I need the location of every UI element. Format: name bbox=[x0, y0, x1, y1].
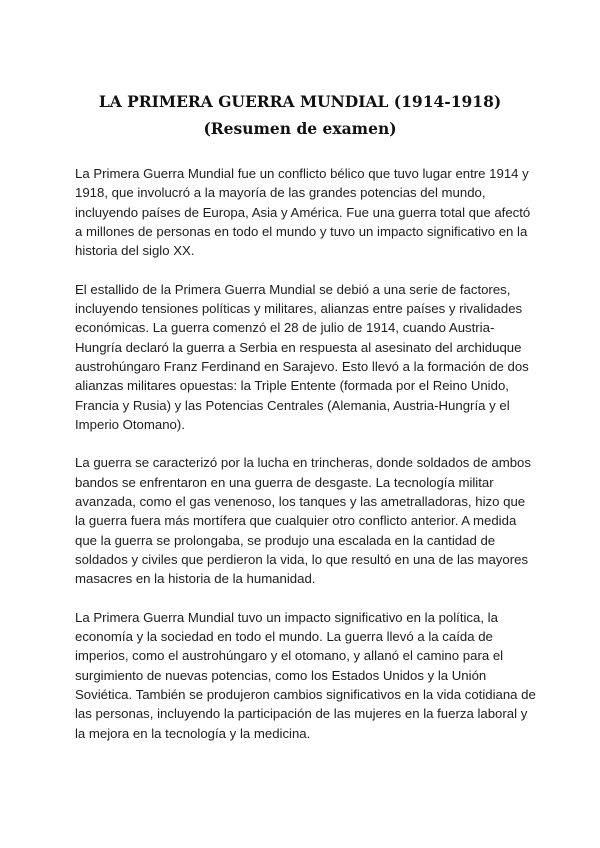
document-title: LA PRIMERA GUERRA MUNDIAL (1914-1918) bbox=[98, 92, 502, 111]
paragraph-causes: El estallido de la Primera Guerra Mundial se debió a una serie de factores, incluyendo tensiones políticas y militares, alianzas entre países y rivalidades económicas. La guerra comenzó el 28 de julio de 1914, cuando Austria-Hungría declaró la guerra a Serbia en respuesta al asesinato del archiduque austrohúngaro Franz Ferdinand en Sarajevo. Esto llevó a la formación de dos alianzas militares opuestas: la Triple Entente (formada por el Reino Unido, Francia y Rusia) y las Potencias Centrales (Alemania, Austria-Hungría y el Imperio Otomano). bbox=[75, 281, 529, 432]
paragraph-impact: La Primera Guerra Mundial tuvo un impacto significativo en la política, la economía y la sociedad en todo el mundo. La guerra llevó a la caída de imperios, como el austrohúngaro y el otomano, y allanó el camino para el surgimiento de nuevas potencias, como los Estados Unidos y la Unión Soviética. También se produjeron cambios significativos en la vida cotidiana de las personas, incluyendo la participación de las mujeres en la fuerza laboral y la mejora en la tecnología y la medicina. bbox=[75, 609, 536, 741]
document-subtitle: (Resumen de examen) bbox=[203, 119, 397, 138]
document-body bbox=[75, 164, 537, 762]
paragraph-intro: La Primera Guerra Mundial fue un conflicto bélico que tuvo lugar entre 1914 y 1918, que involucró a la mayoría de las grandes potencias del mundo, incluyendo países de Europa, Asia y América. Fue una guerra total que afectó a millones de personas en todo el mundo y tuvo un impacto significativo en la historia del siglo XX. bbox=[75, 166, 531, 259]
paragraph-trench-warfare: La guerra se caracterizó por la lucha en trincheras, donde soldados de ambos bandos se enfrentaron en una guerra de desgaste. La tecnología militar avanzada, como el gas venenoso, los tanques y las ametralladoras, hizo que la guerra fuera más mortífera que cualquier otro conflicto anterior. A medida que la guerra se prolongaba, se produjo una escalada en la cantidad de soldados y civiles que perdieron la vida, lo que resultó en una de las mayores masacres en la historia de la humanidad. bbox=[75, 455, 531, 587]
